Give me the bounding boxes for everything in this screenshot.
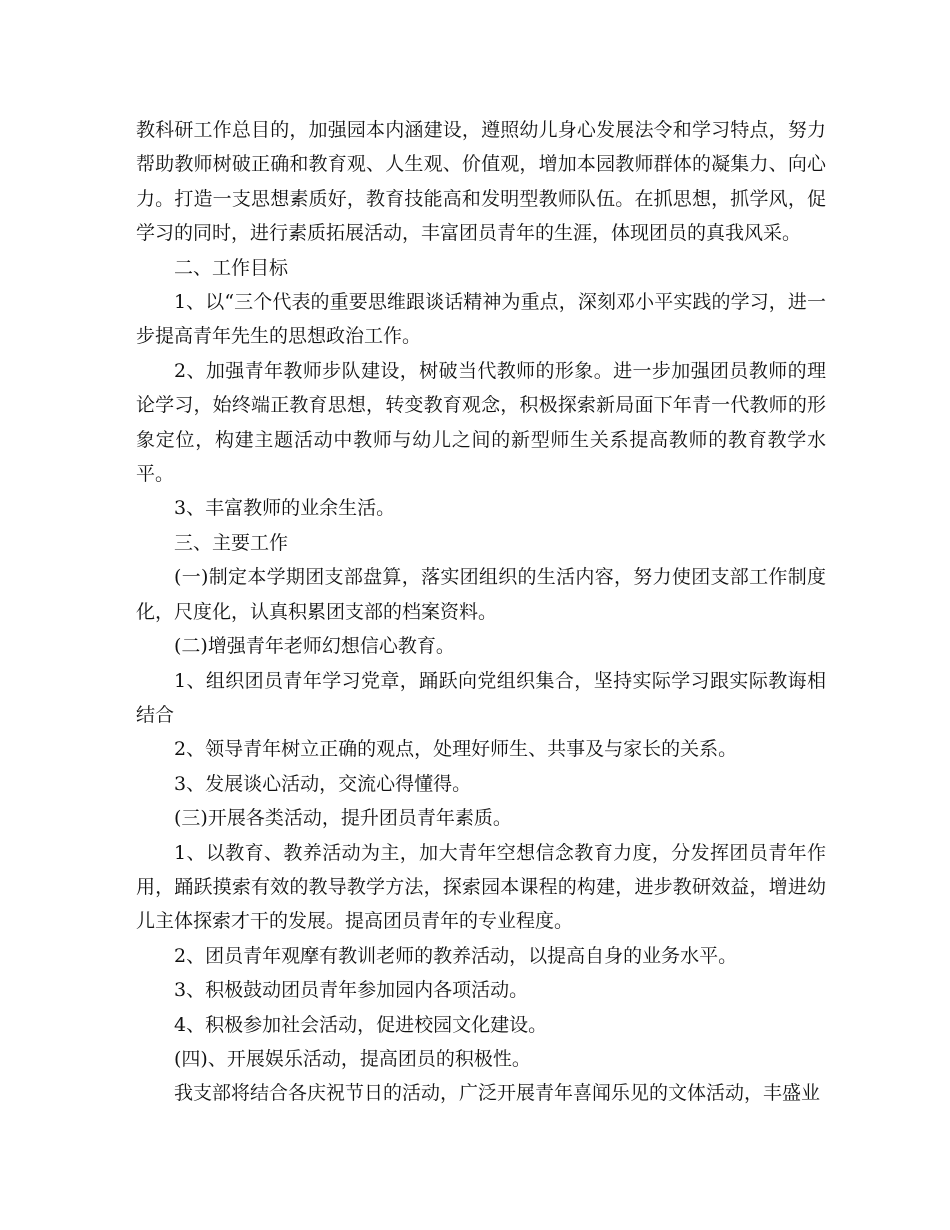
paragraph: 2、领导青年树立正确的观点，处理好师生、共事及与家长的关系。 bbox=[174, 738, 738, 761]
paragraph: 3、丰富教师的业余生活。 bbox=[174, 497, 396, 520]
subsection-heading: (二)增强青年老师幻想信心教育。 bbox=[174, 635, 455, 658]
paragraph: 3、积极鼓动团员青年参加园内各项活动。 bbox=[174, 979, 529, 1002]
paragraph: 1、以“三个代表的重要思维跟谈话精神为重点，深刻邓小平实践的学习，进一步提高青年先生的思想政治工作。 bbox=[136, 291, 826, 348]
document-body bbox=[136, 113, 826, 1111]
paragraph: 2、团员青年观摩有教训老师的教养活动，以提高自身的业务水平。 bbox=[174, 944, 738, 967]
paragraph: 3、发展谈心活动，交流心得懂得。 bbox=[174, 772, 472, 795]
paragraph: 教科研工作总目的，加强园本内涵建设，遵照幼儿身心发展法令和学习特点，努力帮助教师树破正确和教育观、人生观、价值观，增加本园教师群体的凝集力、向心力。打造一支思想素质好，教育技能高和发明型教师队伍。在抓思想，抓学风，促学习的同时，进行素质拓展活动，丰富团员青年的生涯，体现团员的真我风采。 bbox=[136, 119, 826, 245]
paragraph: 2、加强青年教师步队建设，树破当代教师的形象。进一步加强团员教师的理论学习，始终端正教育思想，转变教育观念，积极探索新局面下年青一代教师的形象定位，构建主题活动中教师与幼儿之间的新型师生关系提高教师的教育教学水平。 bbox=[136, 359, 826, 486]
subsection-heading: (四)、开展娱乐活动，提高团员的积极性。 bbox=[174, 1047, 531, 1070]
paragraph: 1、组织团员青年学习党章，踊跃向党组织集合，坚持实际学习跟实际教诲相结合 bbox=[136, 669, 826, 726]
paragraph: 1、以教育、教养活动为主，加大青年空想信念教育力度，分发挥团员青年作用，踊跃摸索有效的教导教学方法，探索园本课程的构建，进步教研效益，增进幼儿主体探索才干的发展。提高团员青年的专业程度。 bbox=[136, 841, 826, 933]
paragraph: 我支部将结合各庆祝节日的活动，广泛开展青年喜闻乐见的文体活动，丰盛业 bbox=[174, 1082, 821, 1105]
subsection-heading: (三)开展各类活动，提升团员青年素质。 bbox=[174, 807, 512, 830]
section-heading: 二、工作目标 bbox=[174, 256, 289, 279]
paragraph: 4、积极参加社会活动，促进校园文化建设。 bbox=[174, 1013, 548, 1036]
paragraph: (一)制定本学期团支部盘算，落实团组织的生活内容，努力使团支部工作制度化，尺度化，认真积累团支部的档案资料。 bbox=[136, 566, 826, 623]
section-heading: 三、主要工作 bbox=[174, 531, 289, 554]
